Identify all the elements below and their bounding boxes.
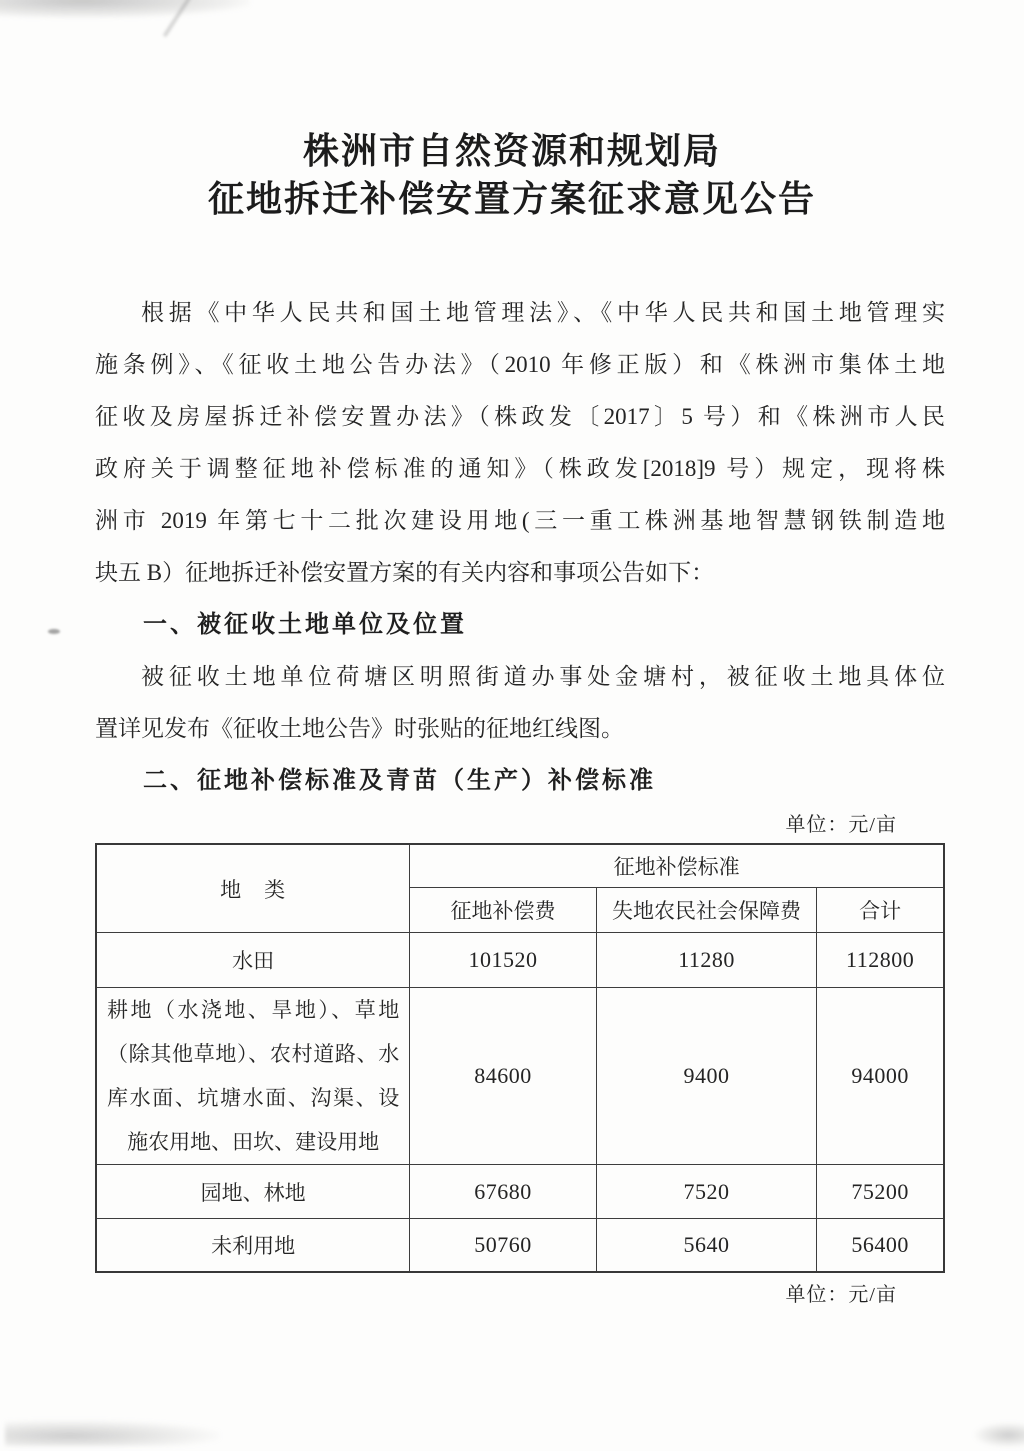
table-row (96, 933, 944, 988)
table-row (96, 1219, 944, 1273)
body-line: 施条例》、《征收土地公告办法》（2010 年修正版）和《株洲市集体土地 (95, 352, 945, 377)
compensation-cell: 84600 (410, 988, 597, 1165)
unit-label-top: 单位：元/亩 (785, 814, 897, 836)
total-header: 合计 (817, 888, 944, 933)
section-1-heading: 一、被征收土地单位及位置 (143, 611, 467, 638)
compensation-fee-header: 征地补偿费 (410, 888, 597, 933)
compensation-cell: 101520 (410, 933, 597, 988)
table-row (96, 1165, 944, 1219)
compensation-cell: 50760 (410, 1219, 597, 1273)
body-line: 洲市 2019 年第七十二批次建设用地(三一重工株洲基地智慧钢铁制造地 (95, 508, 945, 533)
category-cell: 耕地（水浇地、旱地）、草地（除其他草地）、农村道路、水库水面、坑塘水面、沟渠、设施农用地、田坎、建设用地 (96, 988, 410, 1165)
table-row (96, 988, 944, 1165)
document-title (0, 127, 1024, 223)
total-cell: 112800 (817, 933, 944, 988)
social-security-cell: 5640 (596, 1219, 816, 1273)
social-security-cell: 7520 (596, 1165, 816, 1219)
category-cell: 水田 (96, 933, 410, 988)
social-security-header: 失地农民社会保障费 (596, 888, 816, 933)
compensation-standard-group-header: 征地补偿标准 (410, 844, 944, 888)
scan-smudge-top-left (0, 0, 250, 18)
total-cell: 56400 (817, 1219, 944, 1273)
social-security-cell: 11280 (596, 933, 816, 988)
social-security-cell: 9400 (596, 988, 816, 1165)
paragraph-legal-basis (95, 287, 945, 599)
total-cell: 94000 (817, 988, 944, 1165)
section-2-heading: 二、征地补偿标准及青苗（生产）补偿标准 (143, 767, 656, 794)
scan-speck-left-margin (48, 629, 60, 634)
total-cell: 75200 (817, 1165, 944, 1219)
body-line: 置详见发布《征收土地公告》时张贴的征地红线图。 (95, 716, 624, 741)
paragraph-land-location (95, 651, 945, 755)
scan-smudge-bottom-left (5, 1420, 220, 1446)
scan-scratch-top (163, 0, 192, 37)
body-line: 被征收土地单位荷塘区明照街道办事处金塘村，被征收土地具体位 (141, 664, 945, 689)
compensation-cell: 67680 (410, 1165, 597, 1219)
document-body (95, 287, 945, 1315)
scan-smudge-bottom-right (972, 1422, 1024, 1448)
body-line: 政府关于调整征地补偿标准的通知》（株政发[2018]9 号）规定，现将株 (95, 456, 945, 481)
compensation-table (95, 843, 945, 1273)
document-title-line-1: 株洲市自然资源和规划局 (302, 131, 721, 171)
body-line: 根据《中华人民共和国土地管理法》、《中华人民共和国土地管理实 (141, 300, 945, 325)
category-cell: 未利用地 (96, 1219, 410, 1273)
unit-label-bottom: 单位：元/亩 (785, 1284, 897, 1306)
body-line: 块五 B）征地拆迁补偿安置方案的有关内容和事项公告如下： (95, 560, 715, 585)
table-header-row-1 (96, 844, 944, 888)
body-line: 征收及房屋拆迁补偿安置办法》（株政发〔2017〕5 号）和《株洲市人民 (95, 404, 945, 429)
land-type-header: 地 类 (96, 844, 410, 933)
document-title-line-2: 征地拆迁补偿安置方案征求意见公告 (207, 179, 816, 219)
category-cell: 园地、林地 (96, 1165, 410, 1219)
